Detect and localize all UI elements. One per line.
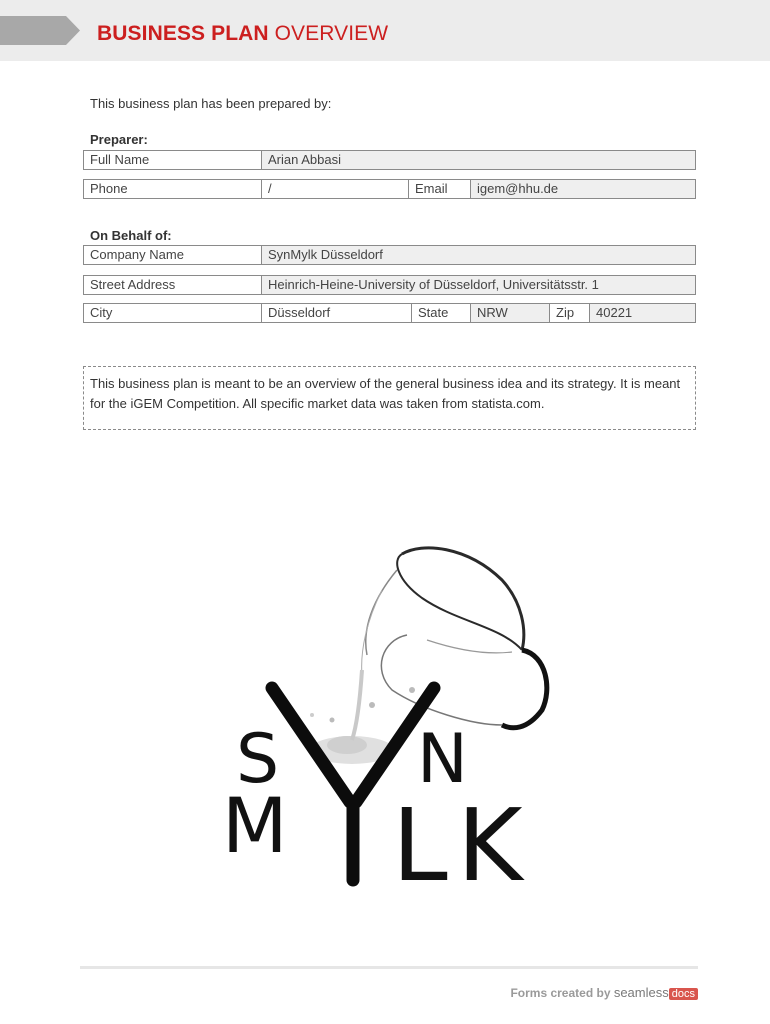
full-name-field[interactable]: Arian Abbasi [261, 151, 695, 169]
pitcher-illustration [362, 548, 547, 728]
street-label: Street Address [90, 277, 176, 292]
header-tab-marker [0, 16, 80, 45]
zip-label: Zip [549, 304, 589, 322]
city-field[interactable]: Düsseldorf [261, 304, 411, 322]
phone-field[interactable]: / [261, 180, 408, 198]
logo-letter-s: S [236, 720, 280, 799]
company-field[interactable]: SynMylk Düsseldorf [261, 246, 695, 264]
on-behalf-label: On Behalf of: [90, 228, 172, 243]
email-label: Email [408, 180, 470, 198]
logo-letter-l: L [392, 787, 448, 890]
footer-credit[interactable] [510, 985, 698, 1000]
city-label: City [90, 305, 113, 320]
synmylk-logo [222, 540, 552, 890]
phone-label: Phone [90, 181, 128, 196]
footer-divider [80, 966, 698, 969]
logo-letter-n: N [417, 720, 468, 799]
footer-badge: docs [669, 988, 698, 1000]
company-row [83, 245, 696, 265]
page-title-rest: OVERVIEW [268, 22, 389, 45]
phone-row [83, 179, 696, 199]
email-field[interactable]: igem@hhu.de [470, 180, 695, 198]
city-row [83, 303, 696, 323]
zip-field[interactable]: 40221 [589, 304, 695, 322]
page-title-bold: BUSINESS PLAN [97, 22, 269, 45]
intro-text: This business plan has been prepared by: [90, 96, 332, 111]
notes-field[interactable]: This business plan is meant to be an overview of the general business idea and its strategy. It is meant for the iGEM Competition. All specific market data was taken from statista.com. [83, 366, 696, 430]
preparer-label: Preparer: [90, 132, 148, 147]
footer-prefix: Forms created by [510, 986, 614, 1000]
state-label: State [411, 304, 470, 322]
page-title [97, 22, 388, 46]
full-name-label: Full Name [90, 152, 150, 167]
street-field[interactable]: Heinrich-Heine-University of Düsseldorf, Universitätsstr. 1 [261, 276, 695, 294]
full-name-row [83, 150, 696, 170]
street-row [83, 275, 696, 295]
logo-letter-m: M [222, 781, 288, 870]
state-field[interactable]: NRW [470, 304, 549, 322]
company-label: Company Name [90, 247, 184, 262]
logo-letter-k: K [457, 787, 523, 890]
footer-brand: seamless [613, 985, 669, 1000]
